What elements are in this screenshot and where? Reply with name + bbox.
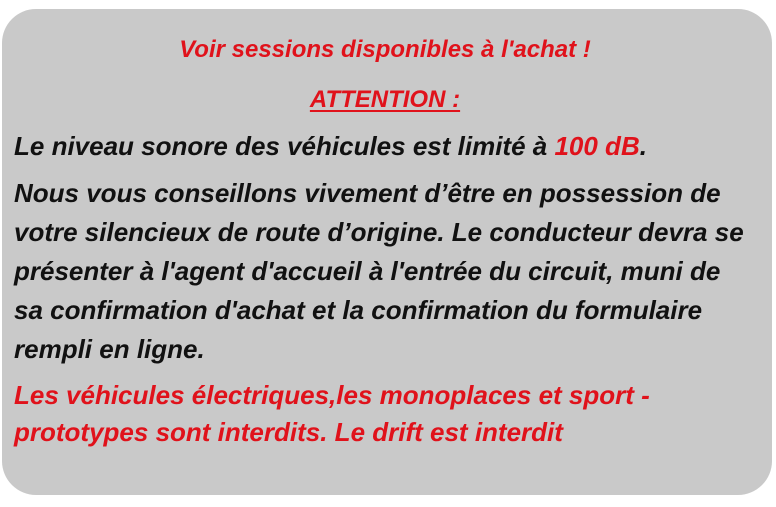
prohibited-vehicles-paragraph: Les véhicules électriques,les monoplaces et sport - prototypes sont interdits. Le drift est interdit: [14, 380, 650, 447]
notice-panel: [2, 9, 772, 495]
requirements-paragraph: Nous vous conseillons vivement d’être en possession de votre silencieux de route d’origine. Le conducteur devra se présenter à l'agent d'accueil à l'entrée du circuit, muni de sa confirmation d'achat et la confirmation du formulaire rempli en ligne.: [14, 178, 744, 364]
noise-limit-value: 100 dB: [554, 131, 640, 161]
noise-limit-text: [14, 127, 756, 166]
noise-limit-suffix: .: [639, 131, 647, 161]
sessions-link[interactable]: Voir sessions disponibles à l'achat !: [179, 36, 591, 63]
noise-limit-prefix: Le niveau sonore des véhicules est limité à: [14, 131, 555, 161]
attention-heading: ATTENTION :: [309, 86, 461, 113]
